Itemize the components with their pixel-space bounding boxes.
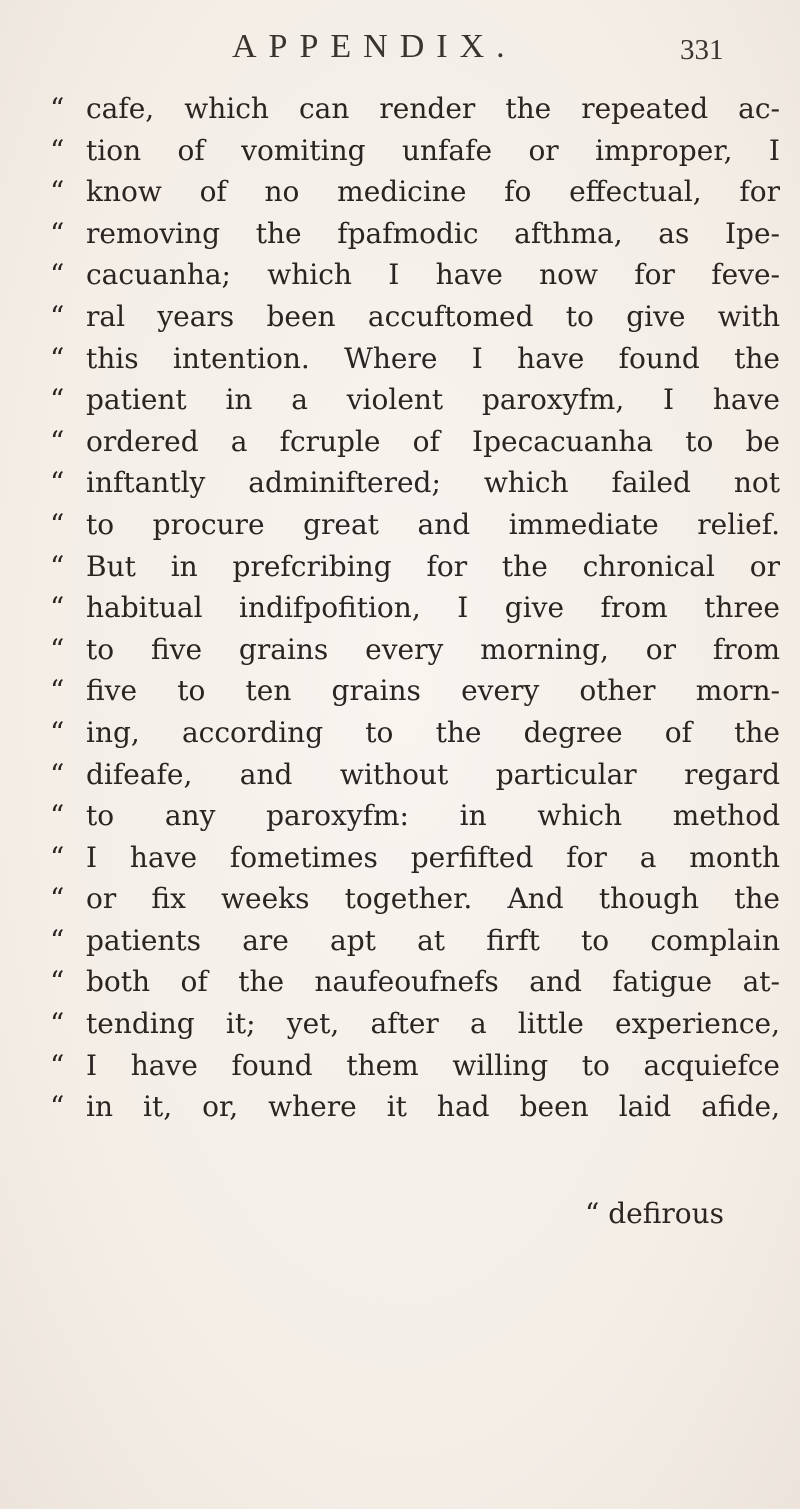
text-line [0, 1045, 800, 1087]
line-text: ing, according to the degree of the [86, 715, 780, 749]
page-number: 331 [680, 34, 724, 66]
text-line [0, 254, 800, 296]
text-line [0, 88, 800, 130]
quotation-mark: “ [50, 1007, 65, 1041]
quotation-mark: “ [50, 341, 65, 375]
text-line [0, 213, 800, 255]
quotation-mark: “ [50, 507, 65, 541]
quotation-mark: “ [50, 923, 65, 957]
quotation-mark: “ [50, 632, 65, 666]
quotation-mark: “ [50, 549, 65, 583]
text-line [0, 961, 800, 1003]
catchword: “ defirous [585, 1197, 725, 1230]
text-line [0, 462, 800, 504]
line-text: inftantly adminiftered; which failed not [86, 466, 780, 500]
line-text: five to ten grains every other morn- [86, 674, 780, 708]
line-text: But in prefcribing for the chronical or [86, 549, 780, 583]
line-text: to procure great and immediate relief. [86, 507, 780, 541]
text-line [0, 1086, 800, 1128]
text-line [0, 421, 800, 463]
line-text: both of the naufeoufnefs and fatigue at- [86, 965, 780, 999]
line-text: patients are apt at firft to complain [86, 923, 780, 957]
body-text [0, 88, 800, 1230]
quotation-mark: “ [50, 882, 65, 916]
line-text: or fix weeks together. And though the [86, 882, 780, 916]
line-text: ral years been accuftomed to give with [86, 299, 780, 333]
text-line [0, 754, 800, 796]
quotation-mark: “ [50, 133, 65, 167]
quotation-mark: “ [50, 799, 65, 833]
line-text: this intention. Where I have found the [86, 341, 780, 375]
line-text: to five grains every morning, or from [86, 632, 780, 666]
text-line [0, 379, 800, 421]
line-text: in it, or, where it had been laid afide, [86, 1090, 780, 1124]
quotation-mark: “ [50, 715, 65, 749]
quotation-mark: “ [50, 383, 65, 417]
quotation-mark: “ [50, 216, 65, 250]
line-text: cafe, which can render the repeated ac- [86, 92, 780, 125]
quotation-mark: “ [50, 965, 65, 999]
line-text: removing the fpafmodic afthma, as Ipe- [86, 216, 780, 250]
line-text: difeafe, and without particular regard [86, 757, 780, 791]
quotation-mark: “ [50, 1048, 65, 1082]
quotation-mark: “ [50, 258, 65, 292]
text-line [0, 171, 800, 213]
quotation-mark: “ [50, 1090, 65, 1124]
line-text: habitual indifpofition, I give from three [86, 591, 780, 625]
line-text: to any paroxyfm: in which method [86, 799, 780, 833]
quotation-mark: “ [50, 466, 65, 500]
text-line [0, 1003, 800, 1045]
text-line [0, 837, 800, 879]
text-line [0, 920, 800, 962]
text-line [0, 504, 800, 546]
quotation-mark: “ [50, 674, 65, 708]
line-text: tending it; yet, after a little experience, [86, 1007, 780, 1041]
line-text: patient in a violent paroxyfm, I have [86, 383, 780, 417]
text-line [0, 296, 800, 338]
quotation-mark: “ [50, 92, 65, 125]
line-text: tion of vomiting unfafe or improper, I [86, 133, 780, 167]
text-line [0, 670, 800, 712]
running-head: APPENDIX. [232, 28, 517, 65]
line-text: ordered a fcruple of Ipecacuanha to be [86, 424, 780, 458]
line-text: I have found them willing to acquiefce [86, 1048, 780, 1082]
text-line [0, 130, 800, 172]
line-text: know of no medicine fo effectual, for [86, 175, 780, 209]
line-text: cacuanha; which I have now for feve- [86, 258, 780, 292]
line-text: I have fometimes perfifted for a month [86, 840, 780, 874]
quotation-mark: “ [50, 299, 65, 333]
quotation-mark: “ [50, 424, 65, 458]
text-line [0, 546, 800, 588]
quotation-mark: “ [50, 591, 65, 625]
quotation-mark: “ [50, 757, 65, 791]
text-line [0, 587, 800, 629]
quotation-mark: “ [50, 175, 65, 209]
text-line [0, 795, 800, 837]
text-line [0, 878, 800, 920]
text-line [0, 629, 800, 671]
page-header [0, 22, 800, 72]
text-line [0, 712, 800, 754]
quotation-mark: “ [50, 840, 65, 874]
text-line [0, 338, 800, 380]
